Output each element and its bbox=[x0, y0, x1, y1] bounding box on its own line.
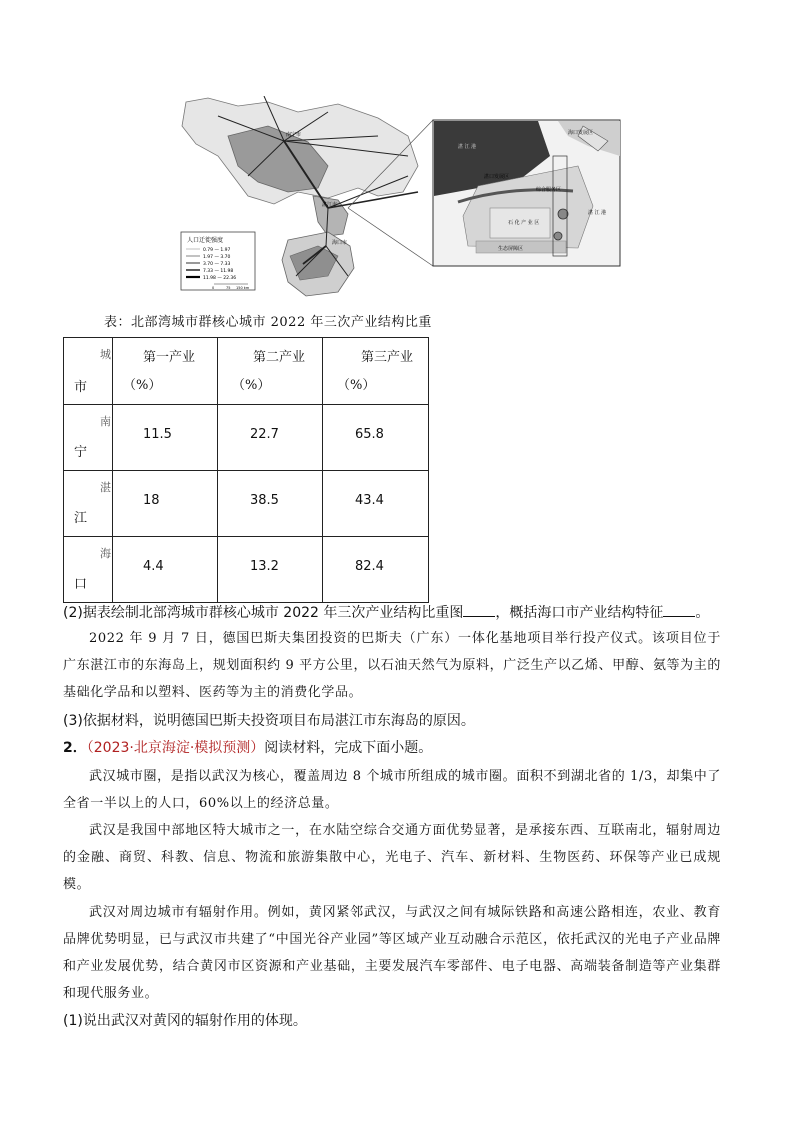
table-row bbox=[64, 405, 429, 471]
scale-label: 150 km bbox=[236, 286, 250, 290]
secondary-value: 22.7 bbox=[250, 427, 279, 442]
tertiary-value: 43.4 bbox=[355, 493, 384, 508]
question-text: (2)据表绘制北部湾城市群核心城市 2022 年三次产业结构比重图 bbox=[63, 605, 464, 621]
question-text: 。 bbox=[695, 605, 710, 621]
header-unit: （%） bbox=[123, 378, 162, 393]
city-label: 海口市 bbox=[332, 240, 348, 246]
item-instruction: 阅读材料，完成下面小题。 bbox=[264, 740, 433, 756]
answer-blank[interactable] bbox=[663, 604, 695, 617]
city-top: 湛 bbox=[100, 481, 111, 494]
city-label: 南宁市 bbox=[286, 132, 302, 138]
item-number: 2． bbox=[63, 740, 87, 756]
answer-blank[interactable] bbox=[463, 604, 495, 617]
legend-item: 0.79 — 1.97 bbox=[203, 248, 231, 253]
port-label: 综合服务区 bbox=[536, 187, 562, 193]
question-text: ，概括海口市产业结构特征 bbox=[495, 605, 664, 621]
secondary-value: 38.5 bbox=[250, 493, 279, 508]
tertiary-value: 82.4 bbox=[355, 559, 384, 574]
tertiary-value: 65.8 bbox=[355, 427, 384, 442]
material-paragraph: 武汉是我国中部地区特大城市之一，在水陆空综合交通方面优势显著，是承接东西、互联南北，辐射周边的金融、商贸、科教、信息、物流和旅游集散中心，光电子、汽车、新材料、生物医药、环保等产业已成规模。 bbox=[63, 823, 721, 892]
source-open: （ bbox=[86, 740, 94, 756]
port-label: 湛 江 港 bbox=[458, 144, 477, 150]
question-1: (1)说出武汉对黄冈的辐射作用的体现。 bbox=[63, 1013, 307, 1029]
industry-structure-table bbox=[63, 337, 429, 603]
header-primary: 第一产业 bbox=[143, 350, 196, 365]
legend-item: 7.33 — 11.98 bbox=[203, 269, 234, 274]
header-unit: （%） bbox=[232, 378, 271, 393]
port-map bbox=[433, 120, 620, 266]
primary-value: 18 bbox=[143, 493, 160, 508]
port-label: 生态屏障区 bbox=[498, 246, 524, 252]
city-bottom: 江 bbox=[74, 511, 88, 526]
secondary-value: 13.2 bbox=[250, 559, 279, 574]
port-label: 石 化 产 业 区 bbox=[508, 220, 540, 226]
header-tertiary: 第三产业 bbox=[361, 350, 414, 365]
header-secondary: 第二产业 bbox=[253, 350, 306, 365]
primary-value: 11.5 bbox=[143, 427, 172, 442]
item-2-header bbox=[63, 737, 432, 757]
header-city-bottom: 市 bbox=[74, 380, 88, 395]
material-paragraph: 武汉城市圈，是指以武汉为核心，覆盖周边 8 个城市所组成的城市圈。面积不到湖北省的 1/3，却集中了全省一半以上的人口，60%以上的经济总量。 bbox=[63, 769, 721, 811]
question-3: (3)依据材料，说明德国巴斯夫投资项目布局湛江市东海岛的原因。 bbox=[63, 713, 475, 729]
material-paragraph: 武汉对周边城市有辐射作用。例如，黄冈紧邻武汉，与武汉之间有城际铁路和高速公路相连，农业、教育品牌优势明显，已与武汉市共建了“中国光谷产业园”等区域产业互动融合示范区，依托武汉的光电子产业品牌和产业发展优势，结合黄冈市区资源和产业基础，主要发展汽车零部件、电子电器、高端装备制造等产业集群和现代服务业。 bbox=[63, 905, 721, 1001]
table-header-row bbox=[64, 338, 429, 405]
material-paragraph: 2022 年 9 月 7 日，德国巴斯夫集团投资的巴斯夫（广东）一体化基地项目举行投产仪式。该项目位于广东湛江市的东海岛上，规划面积约 9 平方公里，以石油天然气为原料，广泛生产以乙烯、甲醇、氨等为主的基础化学品和以塑料、医药等为主的消费化学品。 bbox=[63, 631, 721, 700]
regional-map bbox=[181, 96, 418, 296]
legend-item: 1.97 — 3.70 bbox=[203, 255, 231, 260]
table-caption: 表：北部湾城市群核心城市 2022 年三次产业结构比重 bbox=[104, 315, 432, 330]
header-unit: （%） bbox=[337, 378, 376, 393]
map-figure bbox=[178, 96, 623, 300]
table-row bbox=[64, 471, 429, 537]
legend-title: 人口迁徙强度 bbox=[187, 237, 224, 244]
primary-value: 4.4 bbox=[143, 559, 164, 574]
question-2-part-2 bbox=[63, 602, 709, 622]
legend-item: 11.98 — 22.36 bbox=[203, 276, 237, 281]
city-bottom: 口 bbox=[74, 577, 88, 592]
city-top: 南 bbox=[100, 415, 111, 428]
port-label: 湛 江 港 bbox=[588, 210, 607, 216]
scale-label: 0 bbox=[212, 286, 215, 290]
source-close: ） bbox=[250, 740, 265, 756]
legend-item: 3.70 — 7.33 bbox=[203, 262, 231, 267]
port-label: 湛口发展区 bbox=[484, 174, 510, 180]
source-tag[interactable]: 2023·北京海淀·模拟预测 bbox=[93, 740, 251, 756]
city-label: 湛江市 bbox=[322, 202, 338, 208]
port-label: 海口发展区 bbox=[568, 130, 594, 136]
city-bottom: 宁 bbox=[74, 445, 88, 460]
city-top: 海 bbox=[100, 547, 111, 560]
scale-label: 75 bbox=[226, 286, 231, 290]
header-city-top: 城 bbox=[100, 348, 111, 361]
table-row bbox=[64, 537, 429, 603]
